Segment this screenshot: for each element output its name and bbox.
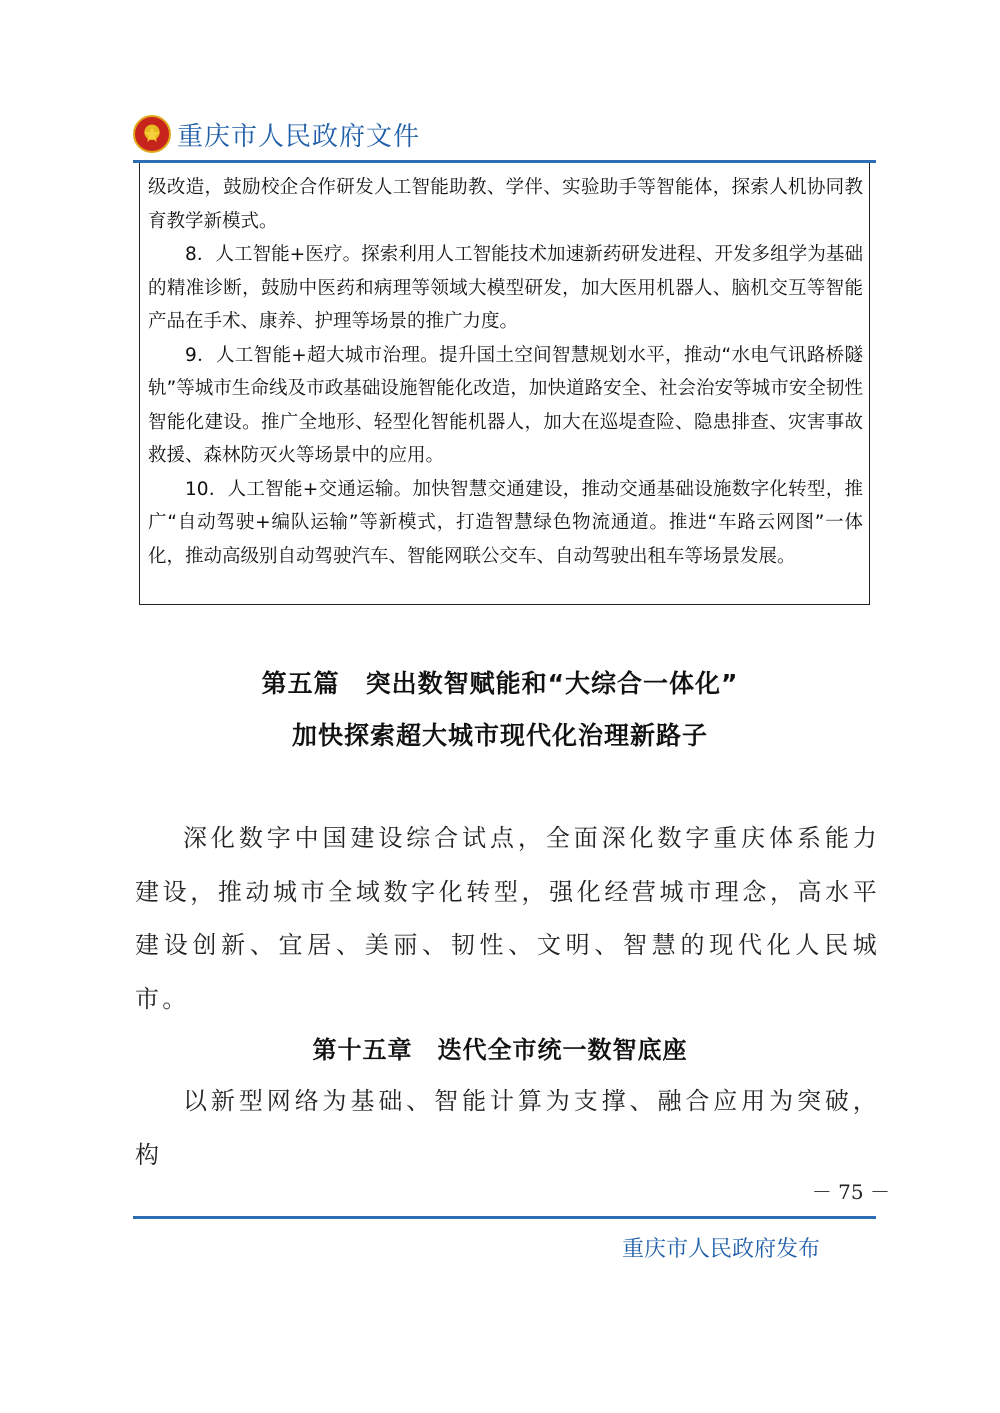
chapter-title: 第十五章 迭代全市统一数智底座 [312,1036,688,1064]
chapter-paragraph: 以新型网络为基础、智能计算为支撑、融合应用为突破，构 [135,1087,880,1169]
page-number: － 75 － [811,1180,890,1204]
footer-publisher: 重庆市人民政府发布 [621,1237,820,1262]
header-title: 重庆市人民政府文件 [177,121,421,152]
part-title-line-2: 加快探索超大城市现代化治理新路子 [291,721,708,750]
box-paragraph: 10．人工智能+交通运输。加快智慧交通建设，推动交通基础设施数字化转型，推广“自动驾驶+编队运输”等新模式，打造智慧绿色物流通道。推进“车路云网图”一体化，推动高级别自动驾驶汽车、智能网联公交车、自动驾驶出租车等场景发展。 [148,478,863,567]
box-paragraph: 8．人工智能+医疗。探索利用人工智能技术加速新药研发进程、开发多组学为基础的精准诊断，鼓励中医药和病理等领域大模型研发，加大医用机器人、脑机交互等智能产品在手术、康养、护理等场景的推广力度。 [148,244,863,332]
document-header [133,112,533,156]
national-emblem-icon [133,115,171,153]
footer-rule [133,1216,876,1219]
box-paragraph: 级改造，鼓励校企合作研发人工智能助教、学伴、实验助手等智能体，探索人机协同教育教学新模式。 [148,177,863,232]
box-paragraph: 9．人工智能+超大城市治理。提升国土空间智慧规划水平，推动“水电气讯路桥隧轨”等城市生命线及市政基础设施智能化改造，加快道路安全、社会治安等城市安全韧性智能化建设。推广全地形、轻型化智能机器人，加大在巡堤查险、隐患排查、灾害事故救援、森林防灭火等场景中的应用。 [148,344,863,466]
part-title-line-1: 第五篇 突出数智赋能和“大综合一体化” [261,669,739,698]
boxed-text-panel [139,163,870,605]
intro-paragraph: 深化数字中国建设综合试点，全面深化数字重庆体系能力建设，推动城市全域数字化转型，强化经营城市理念，高水平建设创新、宜居、美丽、韧性、文明、智慧的现代化人民城市。 [135,824,880,1013]
